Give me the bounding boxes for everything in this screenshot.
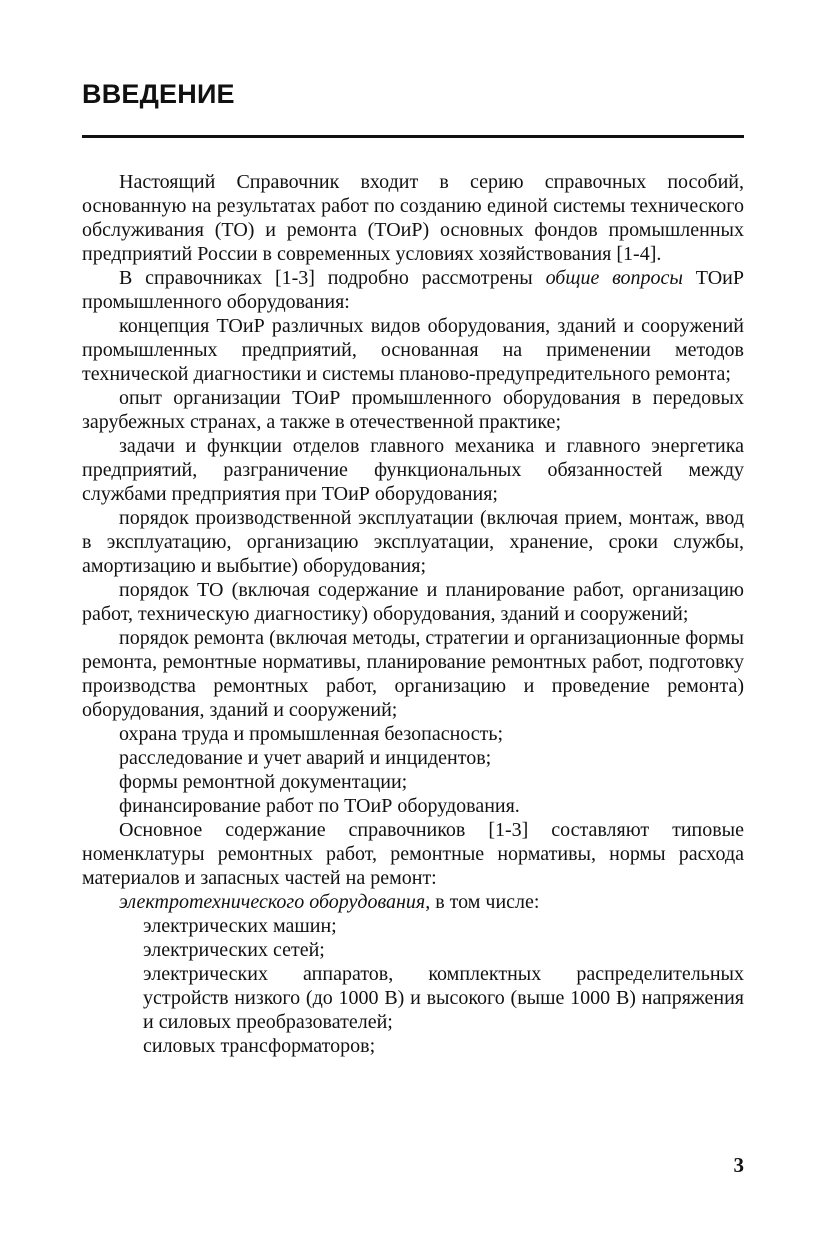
list-item: формы ремонтной документации;: [119, 771, 408, 793]
topics-text-end: ТОиР промышленного оборудования:: [82, 267, 745, 313]
content-paragraph: Основное содержание справочников [1-3] составляют типовые номенклатуры ремонтных работ, ремонтные нормативы, нормы расхода материалов и запасных частей на ремонт:: [82, 819, 744, 889]
list-item: финансирование работ по ТОиР оборудования.: [119, 795, 520, 817]
list-item: охрана труда и промышленная безопасность;: [119, 723, 504, 745]
list-item: порядок производственной эксплуатации (включая прием, монтаж, ввод в эксплуатацию, организацию эксплуатации, хранение, сроки службы, амортизацию и выбытие) оборудования;: [82, 507, 744, 577]
list-item: порядок ТО (включая содержание и планирование работ, организацию работ, техническую диагностику) оборудования, зданий и сооружений;: [82, 579, 744, 625]
sub-list-item: электрических аппаратов, комплектных распределительных устройств низкого (до 1000 В) и высокого (выше 1000 В) напряжения и силовых преобразователей;: [143, 963, 744, 1033]
electrical-emphasis: электротехнического оборудования: [119, 891, 426, 913]
list-item: концепция ТОиР различных видов оборудования, зданий и сооружений промышленных предприятий, основанная на применении методов технической диагностики и системы планово-предупредительного ремонта;: [82, 315, 744, 385]
list-item: расследование и учет аварий и инцидентов;: [119, 747, 492, 769]
electrical-text-end: , в том числе:: [425, 891, 540, 913]
topics-text-start: В справочниках [1-3] подробно рассмотрены: [119, 267, 546, 289]
body-text: [82, 170, 744, 1058]
topics-emphasis: общие вопросы: [545, 267, 683, 289]
list-item: задачи и функции отделов главного механика и главного энергетика предприятий, разграничение функциональных обязанностей между службами предприятия при ТОиР оборудования;: [82, 435, 744, 505]
title-divider: [82, 135, 744, 138]
sub-list-item: силовых трансформаторов;: [143, 1035, 376, 1057]
topics-paragraph: [82, 266, 744, 314]
electrical-equipment-heading: [82, 890, 744, 914]
page-number: 3: [733, 1153, 744, 1177]
list-item: порядок ремонта (включая методы, стратегии и организационные формы ремонта, ремонтные нормативы, планирование ремонтных работ, подготовку производства ремонтных работ, организацию и проведение ремонта) оборудования, зданий и сооружений;: [82, 627, 744, 721]
list-item: опыт организации ТОиР промышленного оборудования в передовых зарубежных странах, а также в отечественной практике;: [82, 387, 744, 433]
page-title: ВВЕДЕНИЕ: [82, 79, 235, 109]
sub-list-item: электрических машин;: [143, 915, 337, 937]
intro-paragraph: Настоящий Справочник входит в серию справочных пособий, основанную на результатах работ по созданию единой системы технического обслуживания (ТО) и ремонта (ТОиР) основных фондов промышленных предприятий России в современных условиях хозяйствования [1-4].: [82, 171, 744, 265]
sub-list-item: электрических сетей;: [143, 939, 325, 961]
